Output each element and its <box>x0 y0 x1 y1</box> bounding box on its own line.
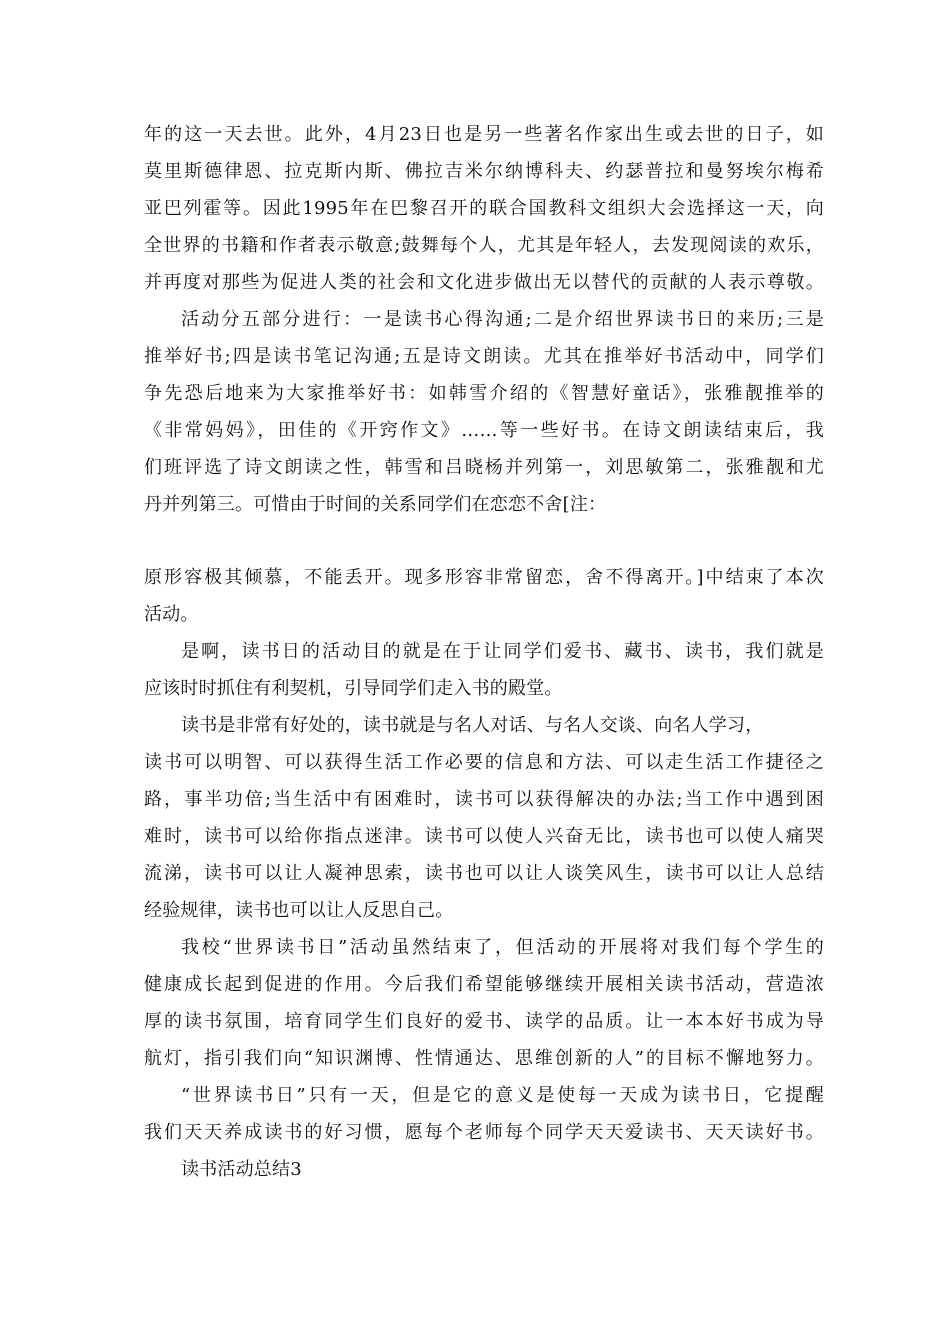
text-line: 路，事半功倍;当生活中有困难时，读书可以获得解决的办法;当工作中遇到困 <box>144 789 824 810</box>
text-line: 读书可以明智、可以获得生活工作必要的信息和方法、可以走生活工作捷径之 <box>144 752 824 773</box>
text-line: 读书是非常有好处的，读书就是与名人对话、与名人交谈、向名人学习， <box>181 715 764 736</box>
text-line: 全世界的书籍和作者表示敬意;鼓舞每个人，尤其是年轻人，去发现阅读的欢乐， <box>144 235 824 256</box>
text-line: 难时，读书可以给你指点迷津。读书可以使人兴奋无比，读书也可以使人痛哭 <box>144 826 824 847</box>
text-line: 推举好书;四是读书笔记沟通;五是诗文朗读。尤其在推举好书活动中，同学们 <box>144 346 824 367</box>
text-line: 应该时时抓住有利契机，引导同学们走入书的殿堂。 <box>144 678 563 699</box>
text-line: 是啊，读书日的活动目的就是在于让同学们爱书、藏书、读书，我们就是 <box>181 641 824 662</box>
text-line: 并再度对那些为促进人类的社会和文化进步做出无以替代的贡献的人表示尊敬。 <box>144 272 824 293</box>
text-line: 《非常妈妈》，田佳的《开窍作文》……等一些好书。在诗文朗读结束后，我 <box>144 420 824 441</box>
text-line: 们班评选了诗文朗读之性，韩雪和吕晓杨并列第一，刘思敏第二，张雅靓和尤 <box>144 457 824 478</box>
text-line: 活动分五部分进行：一是读书心得沟通;二是介绍世界读书日的来历;三是 <box>181 309 824 330</box>
text-line: 流涕，读书可以让人凝神思索，读书也可以让人谈笑风生，读书可以让人总结 <box>144 863 824 884</box>
text-line: 争先恐后地来为大家推举好书：如韩雪介绍的《智慧好童话》，张雅靓推举的 <box>144 383 824 404</box>
text-line: 原形容极其倾慕，不能丢开。现多形容非常留恋，舍不得离开。]中结束了本次 <box>144 567 824 588</box>
section-heading: 读书活动总结3 <box>181 1159 302 1180</box>
text-line: 丹并列第三。可惜由于时间的关系同学们在恋恋不舍[注： <box>144 494 607 515</box>
text-line: 厚的读书氛围，培育同学生们良好的爱书、读学的品质。让一本本好书成为导 <box>144 1011 824 1032</box>
text-line: 健康成长起到促进的作用。今后我们希望能够继续开展相关读书活动，营造浓 <box>144 974 824 995</box>
text-line: 航灯，指引我们向“知识渊博、性情通达、思维创新的人”的目标不懈地努力。 <box>144 1048 824 1069</box>
text-line: 亚巴列霍等。因此1995年在巴黎召开的联合国教科文组织大会选择这一天，向 <box>144 198 824 219</box>
text-line: 活动。 <box>144 604 199 625</box>
text-line: 经验规律，读书也可以让人反思自己。 <box>144 900 454 921</box>
text-line: 年的这一天去世。此外，4月23日也是另一些著名作家出生或去世的日子，如 <box>144 124 824 145</box>
text-line: 我校“世界读书日”活动虽然结束了，但活动的开展将对我们每个学生的 <box>181 937 824 958</box>
text-line: 我们天天养成读书的好习惯，愿每个老师每个同学天天爱读书、天天读好书。 <box>144 1122 824 1143</box>
text-line: “世界读书日”只有一天，但是它的意义是使每一天成为读书日，它提醒 <box>181 1085 824 1106</box>
text-line: 莫里斯德律恩、拉克斯内斯、佛拉吉米尔纳博科夫、约瑟普拉和曼努埃尔梅希 <box>144 161 824 182</box>
